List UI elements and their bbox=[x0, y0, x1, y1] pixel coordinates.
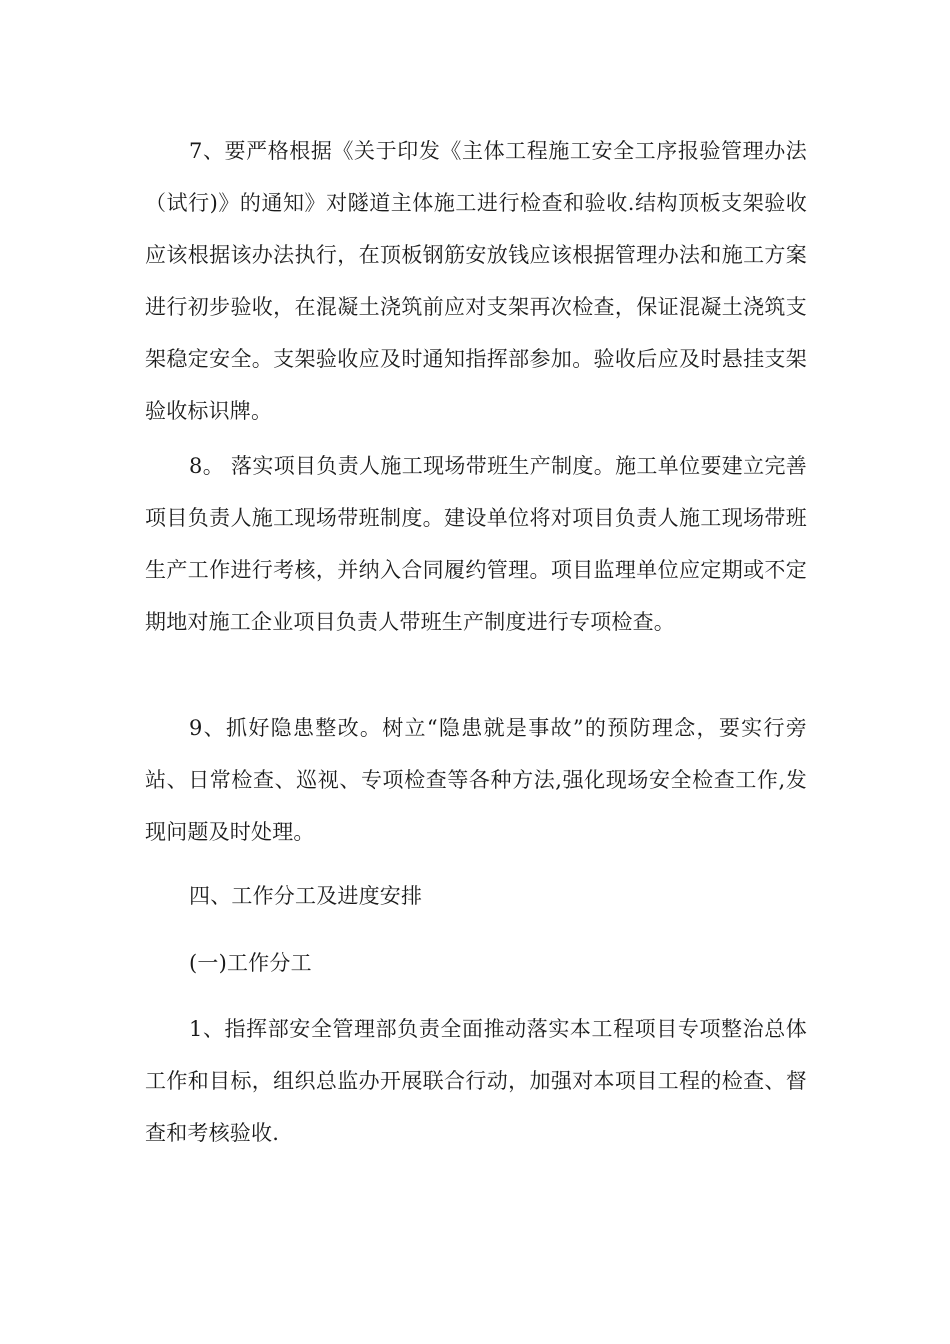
section-heading-4: 四、工作分工及进度安排 bbox=[189, 884, 423, 908]
paragraph-item-8: 8。 落实项目负责人施工现场带班生产制度。施工单位要建立完善项目负责人施工现场带班制度。建设单位将对项目负责人施工现场带班生产工作进行考核，并纳入合同履约管理。项目监理单位应定期或不定期地对施工企业项目负责人带班生产制度进行专项检查。 bbox=[145, 454, 807, 634]
paragraph-division-1: 1、指挥部安全管理部负责全面推动落实本工程项目专项整治总体工作和目标，组织总监办开展联合行动，加强对本项目工程的检查、督查和考核验收. bbox=[145, 1017, 807, 1145]
subsection-heading-division: (一)工作分工 bbox=[189, 951, 312, 975]
paragraph-item-7: 7、要严格根据《关于印发《主体工程施工安全工序报验管理办法（试行)》的通知》对隧道主体施工进行检查和验收.结构顶板支架验收应该根据该办法执行，在顶板钢筋安放钱应该根据管理办法和施工方案进行初步验收，在混凝土浇筑前应对支架再次检查，保证混凝土浇筑支架稳定安全。支架验收应及时通知指挥部参加。验收后应及时悬挂支架验收标识牌。 bbox=[145, 139, 807, 423]
paragraph-item-9: 9、抓好隐患整改。树立“隐患就是事故”的预防理念，要实行旁站、日常检查、巡视、专项检查等各种方法,强化现场安全检查工作,发现问题及时处理。 bbox=[145, 716, 807, 844]
